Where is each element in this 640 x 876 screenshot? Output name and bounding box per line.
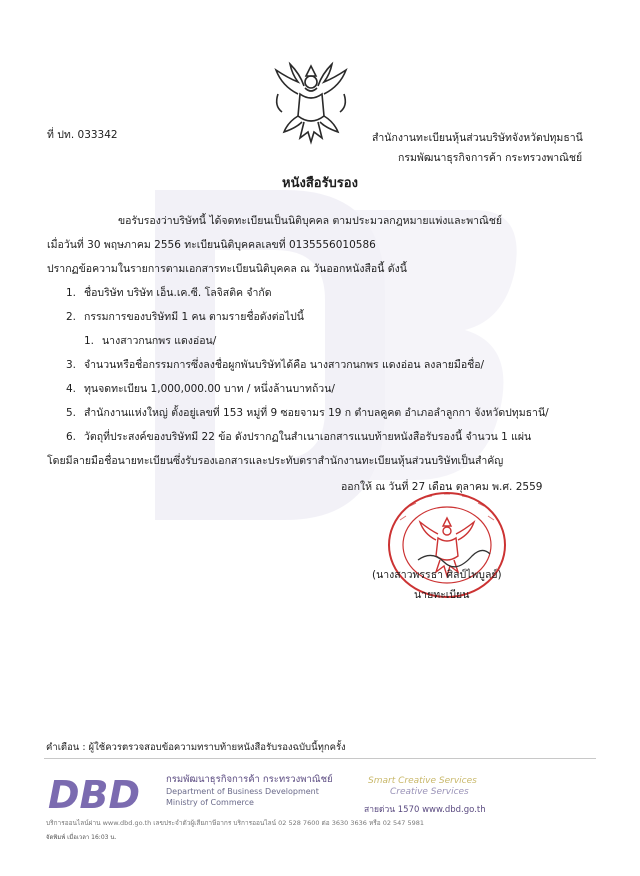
item-number: 6. (66, 431, 77, 443)
item-text: ทุนจดทะเบียน 1,000,000.00 บาท / หนึ่งล้านบาทถ้วน/ (84, 383, 335, 395)
creative-services-tagline (368, 776, 477, 798)
item-number: 2. (66, 311, 77, 323)
page-title: หนังสือรับรอง (282, 176, 358, 191)
item-text: วัตถุที่ประสงค์ของบริษัทมี 22 ข้อ ดังปรากฏในสำเนาเอกสารแนบท้ายหนังสือรับรองนี้ จำนวน 1 แผ่น (84, 431, 532, 443)
list-item-head-office (66, 406, 549, 420)
agency-department: กรมพัฒนาธุรกิจการค้า กระทรวงพาณิชย์ (398, 152, 583, 164)
agency-office: สำนักงานทะเบียนหุ้นส่วนบริษัทจังหวัดปทุมธานี (372, 132, 583, 144)
official-seal-stamp (386, 490, 508, 600)
tagline-secondary: Creative Services (390, 787, 469, 797)
registration-date-line: เมื่อวันที่ 30 พฤษภาคม 2556 ทะเบียนนิติบุคคลเลขที่ 0135556010586 (47, 239, 376, 251)
item-number: 1. (84, 335, 95, 347)
closing-statement: โดยมีลายมือชื่อนายทะเบียนซึ่งรับรองเอกสารและประทับตราสำนักงานทะเบียนหุ้นส่วนบริษัทเป็นสำคัญ (47, 455, 504, 467)
footer-contact-bar: บริการออนไลน์ผ่าน www.dbd.go.th เลขประจำตัวผู้เสียภาษีอากร บริการออนไลน์ 02 528 7600 ต่อ 3630 3636 หรือ 02 547 5981 (46, 819, 425, 827)
item-text: นางสาวกนกพร แดงอ่อน/ (102, 335, 217, 347)
item-number: 1. (66, 287, 77, 299)
issue-date: ออกให้ ณ วันที่ 27 เดือน ตุลาคม พ.ศ. 2559 (341, 481, 543, 493)
item-text: จำนวนหรือชื่อกรรมการซึ่งลงชื่อผูกพันบริษัทได้คือ นางสาวกนกพร แดงอ่อน ลงลายมือชื่อ/ (84, 359, 485, 371)
item-text: สำนักงานแห่งใหญ่ ตั้งอยู่เลขที่ 153 หมู่ที่ 9 ซอยจามร 19 ก ตำบลคูคต อำเภอลำลูกกา จังหวัดปทุมธานี/ (84, 407, 549, 419)
item-number: 4. (66, 383, 77, 395)
dept-name-thai: กรมพัฒนาธุรกิจการค้า กระทรวงพาณิชย์ (166, 774, 333, 785)
registrar-name: (นางสาวพรรธา ศิลป์ไพบูลย์) (372, 569, 502, 581)
footer-department (166, 774, 333, 808)
hotline-website: สายด่วน 1570 www.dbd.go.th (364, 805, 486, 815)
list-item-objectives (66, 430, 531, 444)
issuing-agency (372, 128, 583, 168)
footer-divider (44, 758, 596, 759)
director-entry (84, 334, 216, 348)
list-item-capital (66, 382, 335, 396)
list-item-company-name (66, 286, 272, 300)
item-text: กรรมการของบริษัทมี 1 คน ตามรายชื่อดังต่อไปนี้ (84, 311, 304, 323)
ministry-name-english: Ministry of Commerce (166, 798, 254, 807)
list-item-signing-authority (66, 358, 484, 372)
details-intro-line: ปรากฏข้อความในรายการตามเอกสารทะเบียนนิติบุคคล ณ วันออกหนังสือนี้ ดังนี้ (47, 263, 407, 275)
tagline-primary: Smart Creative Services (368, 776, 477, 786)
garuda-emblem (268, 60, 354, 148)
dbd-logo-text: DBD (48, 773, 141, 816)
list-item-directors (66, 310, 304, 324)
footer-warning: คำเตือน : ผู้ใช้ควรตรวจสอบข้อความทราบท้ายหนังสือรับรองฉบับนี้ทุกครั้ง (46, 742, 346, 753)
certification-intro: ขอรับรองว่าบริษัทนี้ ได้จดทะเบียนเป็นนิติบุคคล ตามประมวลกฎหมายแพ่งและพาณิชย์ (118, 215, 503, 227)
registrar-title: นายทะเบียน (414, 589, 470, 601)
print-timestamp: จัดพิมพ์ เมื่อเวลา 16:03 น. (46, 834, 117, 841)
item-number: 3. (66, 359, 77, 371)
item-text: ชื่อบริษัท บริษัท เอ็น.เค.ซี. โลจิสติค จำกัด (84, 287, 272, 299)
dept-name-english: Department of Business Development (166, 787, 319, 796)
item-number: 5. (66, 407, 77, 419)
dbd-logo (46, 770, 158, 816)
document-number: ที่ ปท. 033342 (47, 129, 118, 141)
